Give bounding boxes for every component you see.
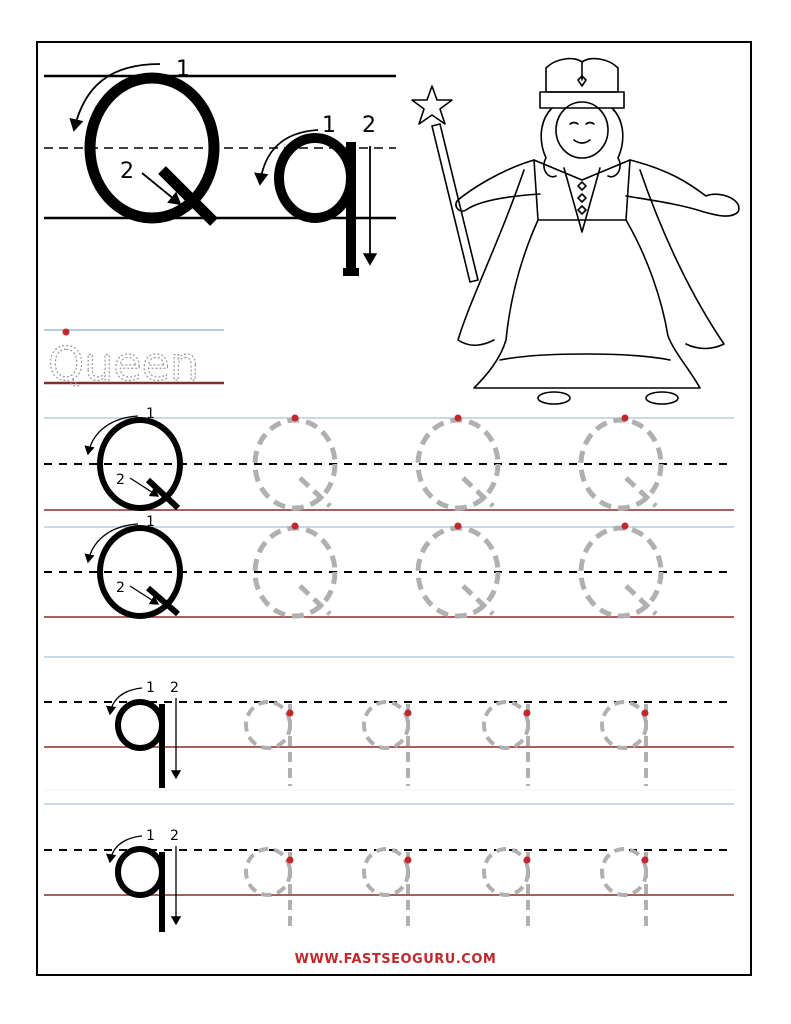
lowercase-trace-q — [246, 849, 646, 932]
lowercase-model-q — [110, 680, 179, 788]
upper-stroke-number-2: 2 — [120, 159, 134, 184]
word-trace-text: Queen — [48, 337, 200, 391]
row-stroke-number-2: 2 — [116, 472, 125, 488]
lower-stroke-number-2: 2 — [362, 113, 376, 138]
row-lower-stroke-number-2: 2 — [170, 680, 179, 696]
row-stroke-number-1: 1 — [146, 514, 155, 530]
uppercase-row-2 — [44, 514, 734, 617]
lowercase-model-q — [110, 828, 179, 932]
queen-illustration — [412, 59, 739, 404]
uppercase-model-q — [88, 406, 180, 508]
header-uppercase-q — [74, 57, 214, 222]
row-lower-stroke-number-2: 2 — [170, 828, 179, 844]
lowercase-row-2 — [44, 804, 734, 932]
row-stroke-number-1: 1 — [146, 406, 155, 422]
header-lowercase-q — [260, 113, 376, 272]
lowercase-row-1 — [44, 657, 734, 790]
footer-website-link[interactable]: WWW.FASTSEOGURU.COM — [294, 952, 497, 967]
uppercase-row-1 — [44, 406, 734, 510]
uppercase-model-q — [88, 514, 180, 616]
word-trace-block — [44, 329, 224, 392]
lowercase-trace-q — [246, 702, 646, 786]
upper-stroke-number-1: 1 — [176, 57, 190, 82]
row-stroke-number-2: 2 — [116, 580, 125, 596]
row-lower-stroke-number-1: 1 — [146, 680, 155, 696]
row-lower-stroke-number-1: 1 — [146, 828, 155, 844]
lower-stroke-number-1: 1 — [322, 113, 336, 138]
